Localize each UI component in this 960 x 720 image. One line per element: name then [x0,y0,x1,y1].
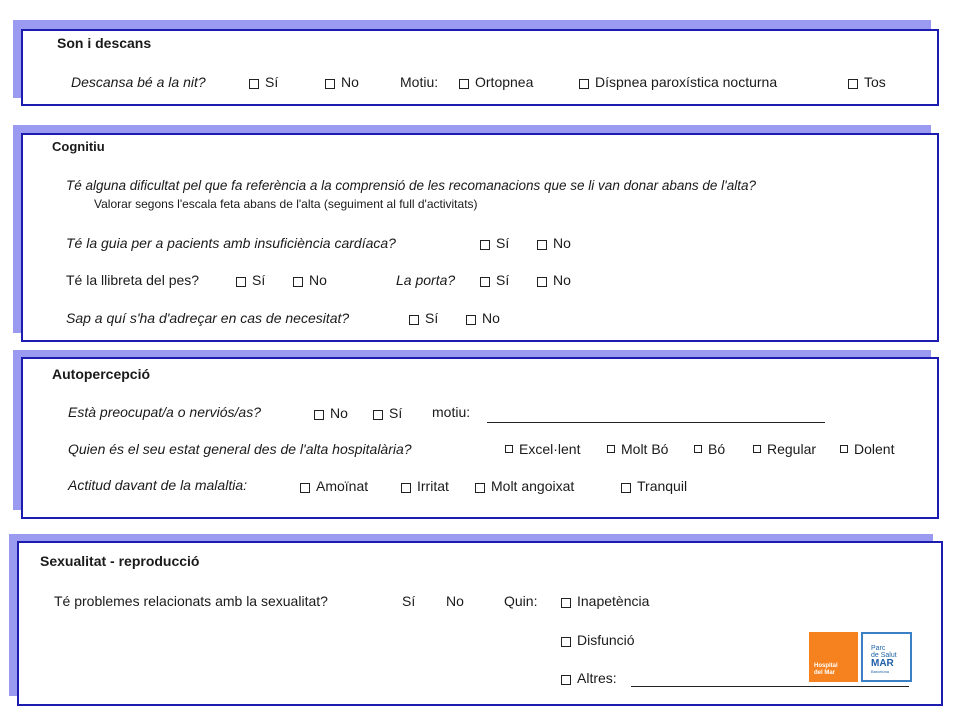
cognitiu-q3-no-option[interactable] [293,272,327,288]
cognitiu-q2-no-option[interactable] [537,235,571,251]
cognitiu-q3-si-label: Sí [252,272,266,288]
son-question: Descansa bé a la nit? [71,74,206,90]
checkbox-icon[interactable] [300,483,310,493]
checkbox-icon[interactable] [249,79,259,89]
hospital-del-mar-logo [809,632,858,682]
cognitiu-q5-no-option[interactable] [466,310,500,326]
parc-logo-city: Barcelona [871,669,890,674]
auto-q2: Quien és el seu estat general des de l'alta hospitalària? [68,441,412,457]
checkbox-icon[interactable] [314,410,324,420]
sex-inapetencia-label: Inapetència [577,593,650,609]
auto-q3-option-label: Tranquil [637,478,688,494]
auto-q2-option-label: Bó [708,441,726,457]
checkbox-icon[interactable] [607,445,615,453]
son-si-label: Sí [265,74,279,90]
checkbox-icon[interactable] [401,483,411,493]
son-no-option[interactable] [325,74,359,90]
cognitiu-q3-no-label: No [309,272,327,288]
son-title: Son i descans [57,35,152,51]
auto-motiu-input[interactable] [487,422,825,423]
son-motiu-label: Motiu: [400,74,439,90]
cognitiu-q4-no-label: No [553,272,571,288]
son-no-label: No [341,74,359,90]
sex-altres-option[interactable] [561,670,617,686]
sex-inapetencia-option[interactable] [561,593,649,609]
checkbox-icon[interactable] [537,277,547,287]
cognitiu-q4-no-option[interactable] [537,272,571,288]
auto-q3-option-label: Irritat [417,478,449,494]
auto-q1-motiu-label: motiu: [432,404,471,420]
parc-logo-line2: de Salut [871,652,897,659]
checkbox-icon[interactable] [466,315,476,325]
sex-title: Sexualitat - reproducció [40,553,200,569]
parc-logo-line1: Parc [871,645,886,652]
hospital-logo-line2: del Mar [814,670,836,676]
checkbox-icon[interactable] [409,315,419,325]
cognitiu-q5-si-option[interactable] [409,310,438,326]
checkbox-icon[interactable] [840,445,848,453]
checkbox-icon[interactable] [561,637,571,647]
son-tos-option[interactable] [848,74,886,90]
sex-no-label[interactable]: No [446,593,464,609]
cognitiu-q4-si-label: Sí [496,272,510,288]
parc-logo-brand: MAR [871,658,894,669]
checkbox-icon[interactable] [694,445,702,453]
checkbox-icon[interactable] [480,277,490,287]
auto-q2-option-bo[interactable] [694,441,725,457]
auto-q3-option-tranquil[interactable] [621,478,687,494]
auto-q1-si-label: Sí [389,405,403,421]
cognitiu-q1: Té alguna dificultat pel que fa referència a la comprensió de les recomanacions que se li van donar abans de l'alta? [66,178,757,193]
checkbox-icon[interactable] [293,277,303,287]
auto-q2-option-excellent[interactable] [505,441,580,457]
auto-q2-option-dolent[interactable] [840,441,894,457]
auto-q2-option-molt-bo[interactable] [607,441,668,457]
son-dispnea-label: Díspnea paroxística nocturna [595,74,778,90]
checkbox-icon[interactable] [236,277,246,287]
auto-q3-option-molt-angoixat[interactable] [475,478,574,494]
sex-disfuncio-option[interactable] [561,632,635,648]
auto-q3-option-amoinat[interactable] [300,478,368,494]
son-ortopnea-option[interactable] [459,74,533,90]
checkbox-icon[interactable] [505,445,513,453]
cognitiu-q2-si-label: Sí [496,235,510,251]
sex-altres-label: Altres: [577,670,617,686]
checkbox-icon[interactable] [475,483,485,493]
auto-q2-option-label: Regular [767,441,817,457]
son-ortopnea-label: Ortopnea [475,74,534,90]
cognitiu-q5: Sap a quí s'ha d'adreçar en cas de necesitat? [66,310,350,326]
auto-q3: Actitud davant de la malaltia: [68,477,247,493]
sex-quin-label: Quin: [504,593,538,609]
cognitiu-q2-no-label: No [553,235,571,251]
son-dispnea-option[interactable] [579,74,777,90]
auto-q1-no-option[interactable] [314,405,348,421]
cognitiu-q4: La porta? [396,272,456,288]
cognitiu-title: Cognitiu [52,139,105,154]
auto-q2-option-regular[interactable] [753,441,816,457]
son-si-option[interactable] [249,74,278,90]
son-panel [21,29,939,106]
sex-altres-input[interactable] [631,686,909,687]
auto-q3-option-irritat[interactable] [401,478,449,494]
auto-q1-no-label: No [330,405,348,421]
auto-q3-option-label: Molt angoixat [491,478,575,494]
checkbox-icon[interactable] [459,79,469,89]
checkbox-icon[interactable] [373,410,383,420]
auto-q2-option-label: Excel·lent [519,441,581,457]
checkbox-icon[interactable] [579,79,589,89]
checkbox-icon[interactable] [848,79,858,89]
checkbox-icon[interactable] [325,79,335,89]
checkbox-icon[interactable] [621,483,631,493]
checkbox-icon[interactable] [537,240,547,250]
auto-q3-option-label: Amoïnat [316,478,369,494]
hospital-logo-line1: Hospital [814,663,838,669]
checkbox-icon[interactable] [561,675,571,685]
cognitiu-q2: Té la guia per a pacients amb insuficiència cardíaca? [66,235,396,251]
cognitiu-q2-si-option[interactable] [480,235,509,251]
cognitiu-q4-si-option[interactable] [480,272,509,288]
checkbox-icon[interactable] [753,445,761,453]
cognitiu-q3-si-option[interactable] [236,272,265,288]
auto-title: Autopercepció [52,366,151,382]
auto-q2-option-label: Molt Bó [621,441,669,457]
checkbox-icon[interactable] [480,240,490,250]
son-tos-label: Tos [864,74,886,90]
cognitiu-q5-si-label: Sí [425,310,439,326]
cognitiu-q5-no-label: No [482,310,500,326]
sex-question: Té problemes relacionats amb la sexualitat? [54,593,328,609]
auto-panel [21,357,939,519]
auto-q1-si-option[interactable] [373,405,402,421]
sex-disfuncio-label: Disfunció [577,632,635,648]
auto-q1: Està preocupat/a o nerviós/as? [68,404,262,420]
checkbox-icon[interactable] [561,598,571,608]
parc-de-salut-mar-logo [861,632,912,682]
cognitiu-q1-note: Valorar segons l'escala feta abans de l'alta (seguiment al full d'activitats) [94,197,478,211]
cognitiu-q3: Té la llibreta del pes? [66,272,200,288]
auto-q2-option-label: Dolent [854,441,895,457]
sex-si-label[interactable]: Sí [402,593,416,609]
